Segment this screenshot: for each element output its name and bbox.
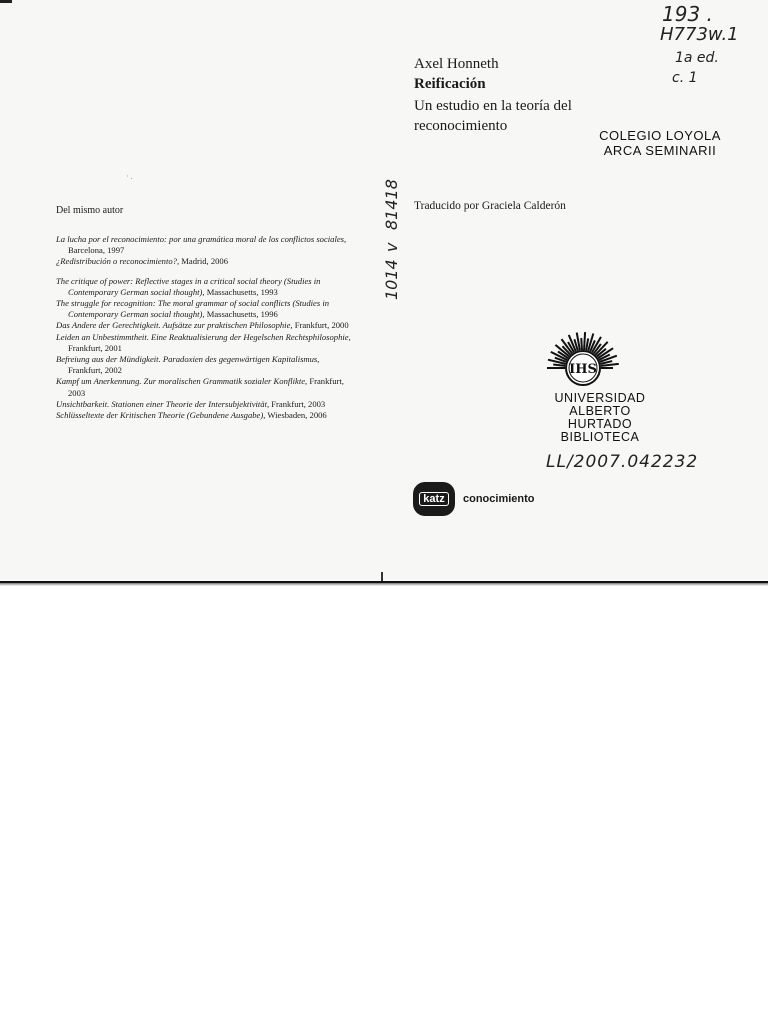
other-works-heading: Del mismo autor bbox=[56, 205, 124, 216]
work-details: , Frankfurt, 2003 bbox=[68, 376, 344, 398]
handwritten-copy: c. 1 bbox=[672, 70, 698, 86]
stamp-line: ALBERTO bbox=[569, 404, 631, 418]
work-item bbox=[56, 399, 356, 410]
stamp-line: HURTADO bbox=[567, 417, 633, 431]
vertical-note-part: 1014 bbox=[382, 259, 401, 300]
work-title: ¿Redistribución o reconocimiento? bbox=[56, 256, 177, 267]
work-details: , Massachusetts, 1993 bbox=[202, 286, 278, 297]
left-page bbox=[56, 205, 356, 421]
book-title: Reificación bbox=[414, 76, 486, 92]
stamp-line: ARCA SEMINARII bbox=[603, 143, 717, 158]
author-name: Axel Honneth bbox=[414, 56, 499, 72]
work-title: Unsichtbarkeit. Stationen einer Theorie der Intersubjektivität bbox=[56, 398, 267, 409]
work-details: , Madrid, 2006 bbox=[176, 256, 229, 267]
work-title: Leiden an Unbestimmtheit. Eine Reaktualisierung der Hegelschen Rechtsphilosophie bbox=[56, 331, 349, 342]
work-item bbox=[56, 276, 356, 298]
work-details: , Massachusetts, 1996 bbox=[202, 309, 278, 320]
work-item bbox=[56, 298, 356, 320]
work-details: , Frankfurt, 2003 bbox=[266, 398, 326, 409]
handwritten-cutter-number: H773w.1 bbox=[660, 24, 739, 45]
work-item bbox=[56, 410, 356, 421]
seal-monogram: IHS bbox=[569, 362, 597, 377]
handwritten-edition: 1a ed. bbox=[675, 50, 719, 66]
stamp-line: COLEGIO LOYOLA bbox=[599, 128, 721, 143]
work-title: Befreiung aus der Mündigkeit. Paradoxien des gegenwärtigen Kapitalismus bbox=[56, 354, 318, 365]
work-title: Schlüsseltexte der Kritischen Theorie (Gebundene Ausgabe) bbox=[56, 410, 264, 421]
handwritten-inventory-number: LL/2007.042232 bbox=[546, 452, 699, 472]
work-item bbox=[56, 320, 356, 331]
book-subtitle: Un estudio en la teoría del reconocimiento bbox=[414, 98, 572, 134]
work-title: The struggle for recognition: The moral grammar of social conflicts (Studies in Contemporary German social thought) bbox=[56, 298, 329, 320]
translator-credit: Traducido por Graciela Calderón bbox=[414, 200, 566, 212]
scan-corner-mark bbox=[0, 0, 12, 3]
stamp-line: UNIVERSIDAD bbox=[554, 391, 646, 405]
handwritten-vertical-note bbox=[382, 179, 401, 300]
work-title: Das Andere der Gerechtigkeit. Aufsätze zur praktischen Philosophie bbox=[56, 320, 291, 331]
scan-specks: · . bbox=[126, 172, 133, 181]
work-item bbox=[56, 256, 356, 267]
collection-name: conocimiento bbox=[463, 493, 535, 505]
katz-logo-text: katz bbox=[419, 492, 448, 506]
work-item bbox=[56, 376, 356, 398]
handwritten-class-number: 193 . bbox=[662, 2, 713, 26]
sunburst-seal-icon bbox=[538, 328, 628, 396]
stamp-line: BIBLIOTECA bbox=[560, 430, 640, 444]
university-seal-icon bbox=[538, 328, 628, 396]
work-title: La lucha por el reconocimiento: por una gramática moral de los conflictos sociales bbox=[56, 234, 345, 244]
work-details: , Frankfurt, 2000 bbox=[290, 320, 349, 331]
work-item bbox=[56, 332, 356, 354]
work-title: Kampf um Anerkennung. Zur moralischen Grammatik sozialer Konflikte bbox=[56, 376, 306, 387]
universidad-alberto-hurtado-stamp bbox=[540, 392, 660, 444]
colegio-loyola-stamp bbox=[590, 128, 730, 158]
work-title: The critique of power: Reflective stages in a critical social theory (Studies in Contemporary German social thought) bbox=[56, 275, 321, 297]
work-item bbox=[56, 354, 356, 376]
work-details: , Frankfurt, 2002 bbox=[68, 354, 320, 376]
katz-publisher-logo bbox=[413, 482, 455, 516]
other-works-list bbox=[56, 234, 356, 421]
work-details: , Barcelona, 1997 bbox=[68, 234, 347, 256]
work-details: , Wiesbaden, 2006 bbox=[263, 410, 327, 421]
vertical-note-part: 81418 bbox=[382, 179, 401, 230]
scan-edge-shadow bbox=[0, 583, 768, 586]
work-item bbox=[56, 234, 356, 256]
vertical-note-part: v bbox=[382, 242, 401, 252]
work-details: , Frankfurt, 2001 bbox=[68, 331, 351, 353]
